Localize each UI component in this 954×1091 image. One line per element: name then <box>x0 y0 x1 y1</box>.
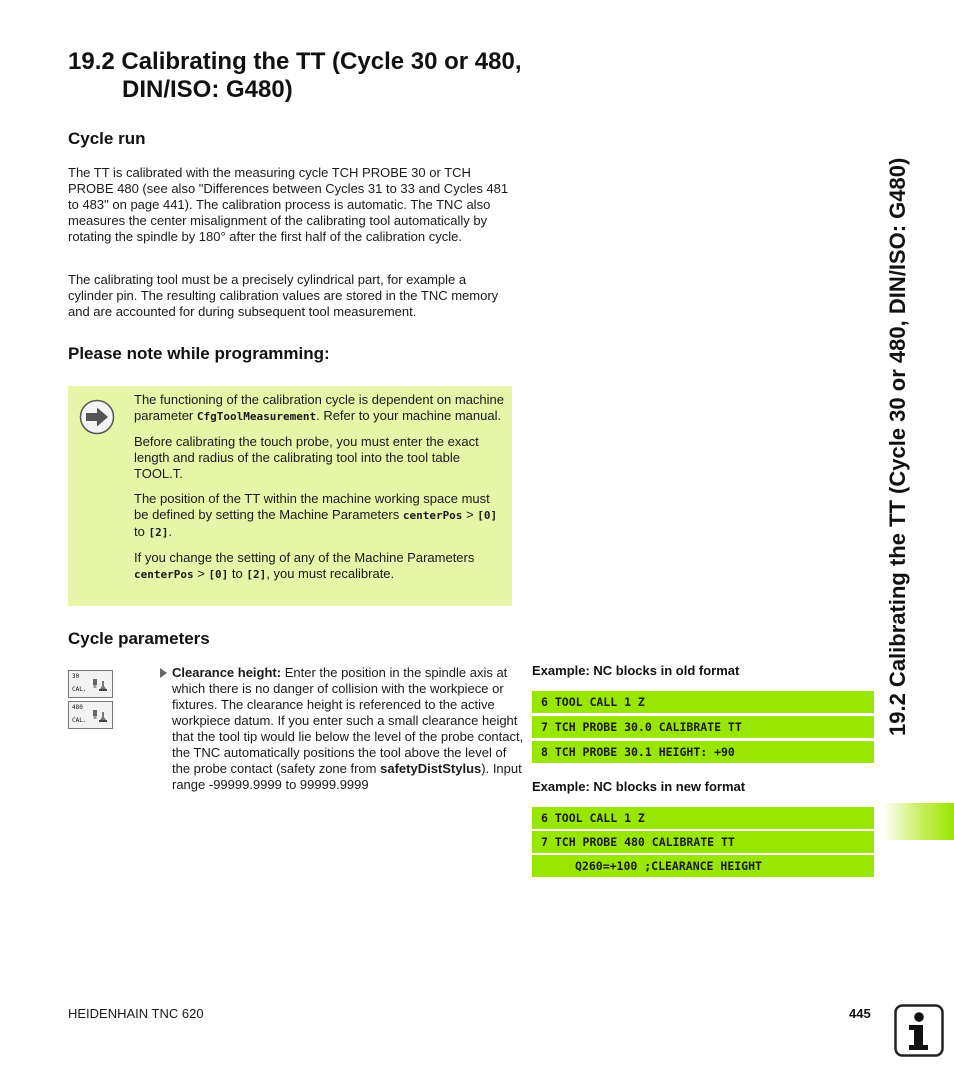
probe-icon <box>92 709 108 723</box>
clearance-height-label: Clearance height: <box>172 665 282 680</box>
cycle-run-paragraph-1: The TT is calibrated with the measuring cycle TCH PROBE 30 or TCH PROBE 480 (see also "Differences between Cycles 31 to 33 and Cycles 481 to 483" on page 441). The calibration process is automatic. The TNC also measures the center misalignment of the calibrating tool automatically by rotating the spindle by 180° after the first half of the calibration cycle. <box>68 165 509 244</box>
cycle-480-cal-icon: 480 CAL. <box>68 701 113 729</box>
note-text <box>134 392 504 592</box>
note-heading: Please note while programming: <box>68 344 330 363</box>
page-title-line1: 19.2 Calibrating the TT (Cycle 30 or 480, <box>68 48 522 75</box>
bullet-triangle-icon <box>160 668 167 678</box>
nc-block-line: 7 TCH PROBE 480 CALIBRATE TT <box>532 831 874 853</box>
side-running-title: 19.2 Calibrating the TT (Cycle 30 or 480, DIN/ISO: G480) <box>885 157 910 736</box>
safety-dist-stylus: safetyDistStylus <box>380 761 482 776</box>
nc-block-line: 6 TOOL CALL 1 Z <box>532 807 874 829</box>
arrow-right-icon <box>79 399 115 435</box>
note-paragraph-3: The position of the TT within the machine working space must be defined by setting the Machine Parameters centerPos > [0] to [2]. <box>134 491 498 539</box>
clearance-height-parameter: Clearance height: Enter the position in the spindle axis at which there is no danger of collision with the workpiece or fixtures. The clearance height is referenced to the active workpiece datum. If you enter such a small clearance height that the tool tip would lie below the level of the probe contact, the TNC automatically positions the tool above the level of the probe contact (safety zone from safetyDistStylus). Input range -99999.9999 to 99999.9999 <box>160 665 524 793</box>
page-number: 445 <box>849 1006 871 1021</box>
page-title <box>68 48 522 104</box>
footer-product-name: HEIDENHAIN TNC 620 <box>68 1006 204 1021</box>
note-paragraph-1: The functioning of the calibration cycle is dependent on machine parameter CfgToolMeasurement. Refer to your machine manual. <box>134 392 505 423</box>
cycle-30-cal-icon: 30 CAL. <box>68 670 113 698</box>
cycle-run-heading: Cycle run <box>68 129 146 148</box>
note-paragraph-4: If you change the setting of any of the Machine Parameters centerPos > [0] to [2], you must recalibrate. <box>134 550 475 581</box>
cycle-parameters-heading: Cycle parameters <box>68 629 210 648</box>
example-old-format-heading: Example: NC blocks in old format <box>532 663 740 678</box>
cycle-run-paragraph-2: The calibrating tool must be a precisely cylindrical part, for example a cylinder pin. The resulting calibration values are stored in the TNC memory and are accounted for during subsequent tool measurement. <box>68 272 499 319</box>
example-new-format-heading: Example: NC blocks in new format <box>532 779 746 794</box>
nc-block-line: 8 TCH PROBE 30.1 HEIGHT: +90 <box>532 741 874 763</box>
nc-block-line: Q260=+100 ;CLEARANCE HEIGHT <box>532 855 874 877</box>
code-cfgtoolmeasurement: CfgToolMeasurement <box>196 410 317 423</box>
nc-block-line: 7 TCH PROBE 30.0 CALIBRATE TT <box>532 716 874 738</box>
page-title-line2: DIN/ISO: G480) <box>122 76 293 103</box>
nc-block-line: 6 TOOL CALL 1 Z <box>532 691 874 713</box>
probe-icon <box>92 678 108 692</box>
chapter-tab <box>882 803 954 840</box>
note-paragraph-2: Before calibrating the touch probe, you must enter the exact length and radius of the calibrating tool into the tool table TOOL.T. <box>134 434 479 481</box>
info-icon <box>894 1004 944 1057</box>
